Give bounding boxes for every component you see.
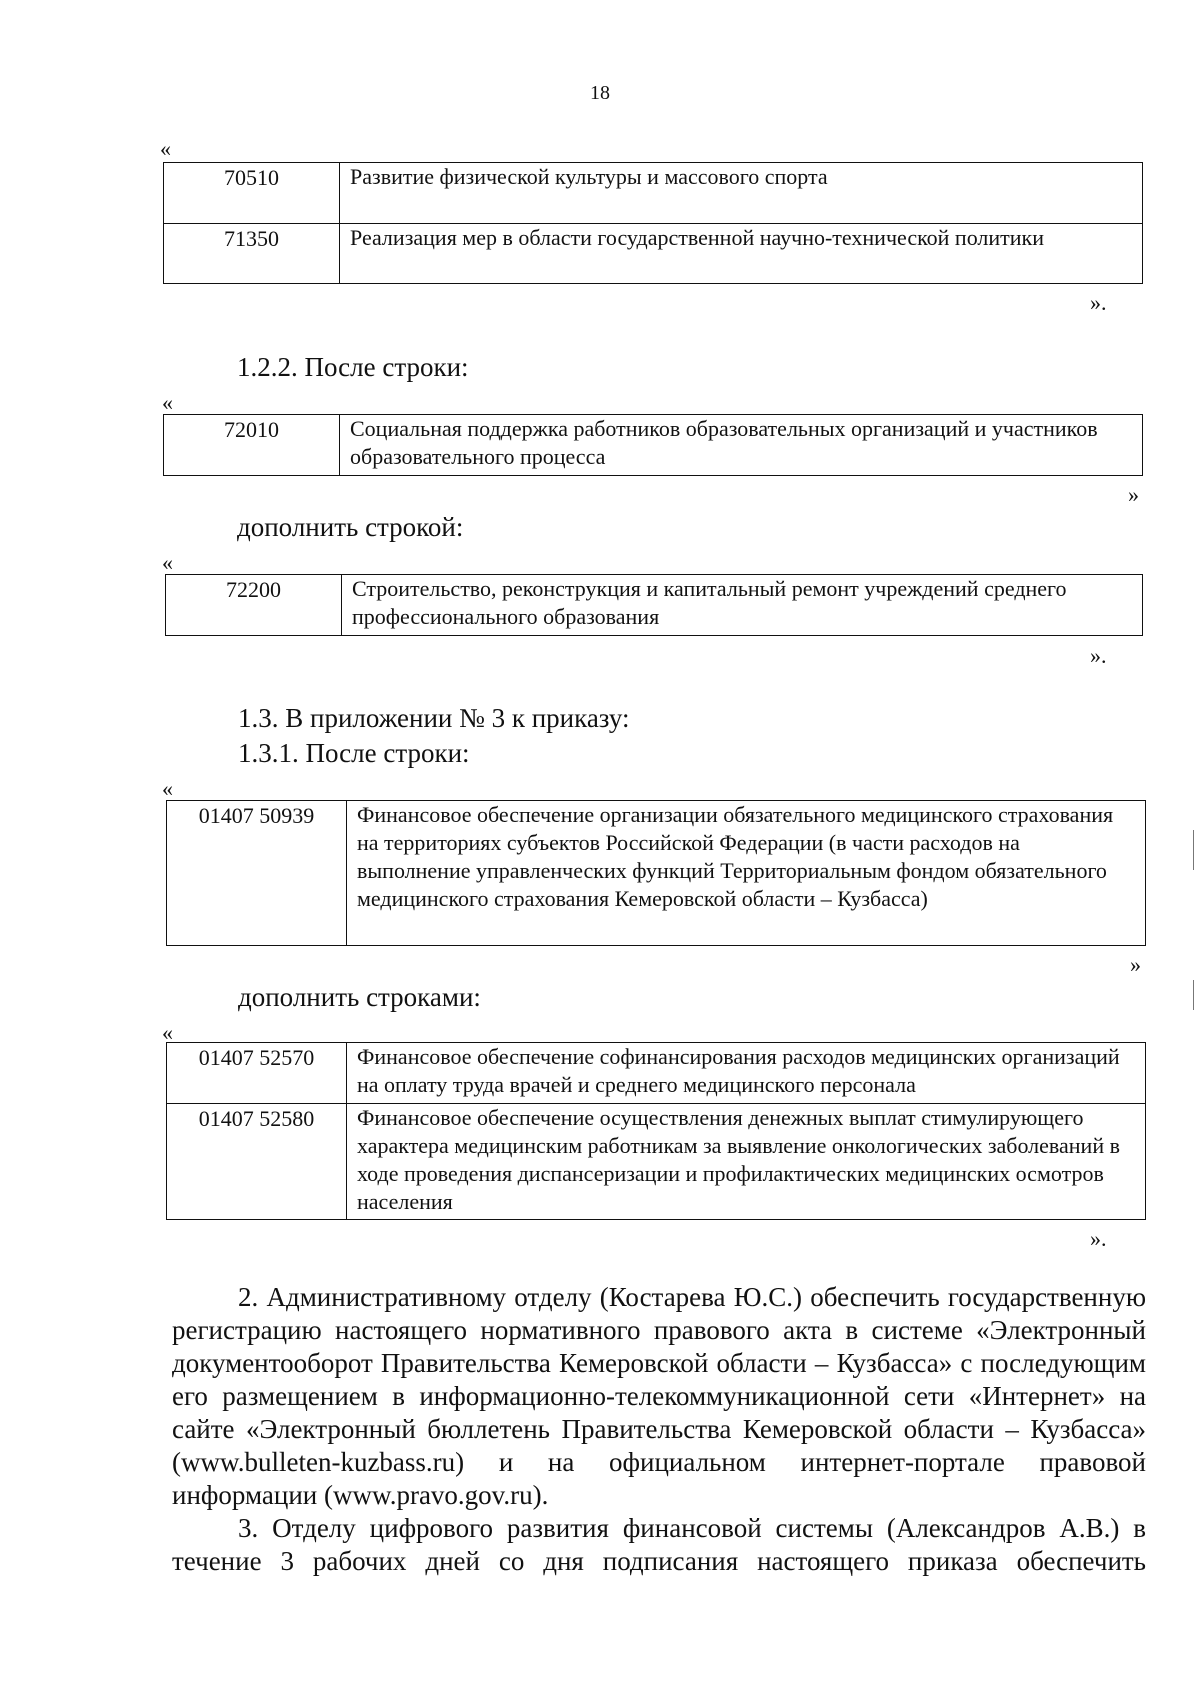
close-quote: » — [1130, 952, 1141, 977]
row-text: Развитие физической культуры и массового спорта — [340, 163, 1143, 224]
codes-table-1 — [163, 162, 1143, 284]
open-quote: « — [160, 136, 171, 161]
add-row-label: дополнить строкой: — [237, 512, 464, 542]
open-quote: « — [162, 550, 173, 575]
row-text: Реализация мер в области государственной научно-технической политики — [340, 224, 1143, 284]
table-row — [166, 575, 1143, 636]
codes-table-3 — [165, 574, 1143, 636]
open-quote: « — [162, 390, 173, 415]
open-quote: « — [162, 1020, 173, 1045]
open-quote: « — [162, 776, 173, 801]
codes-table-4 — [166, 800, 1146, 946]
codes-table-2 — [163, 414, 1143, 476]
close-quote: ». — [1090, 1226, 1107, 1251]
paragraph-2: 2. Административному отделу (Костарева Ю.С.) обеспечить государственную регистрацию настоящего нормативного правового акта в системе «Электронный документооборот Правительства Кемеровской области – Кузбасса» с последующим его размещением в информационно-телекоммуникационной сети «Интернет» на сайте «Электронный бюллетень Правительства Кемеровской области – Кузбасса» (www.bulleten-kuzbass.ru) и на официальном интернет-портале правовой информации (www.pravo.gov.ru). — [172, 1282, 1146, 1510]
add-rows-label: дополнить строками: — [238, 982, 481, 1012]
close-quote: ». — [1090, 643, 1107, 668]
row-text: Строительство, реконструкция и капитальный ремонт учреждений среднего профессионального образования — [342, 575, 1143, 636]
table-row — [164, 163, 1143, 224]
row-code: 72200 — [166, 575, 342, 636]
section-heading: 1.3.1. После строки: — [238, 738, 470, 768]
table-row — [167, 1104, 1146, 1220]
row-text: Финансовое обеспечение осуществления денежных выплат стимулирующего характера медицинским работникам за выявление онкологических заболеваний в ходе проведения диспансеризации и профилактических медицинских осмотров населения — [347, 1104, 1146, 1220]
body-text — [172, 1281, 1146, 1611]
scan-edge-mark — [1193, 830, 1194, 870]
row-code: 71350 — [164, 224, 340, 284]
table-row — [167, 801, 1146, 946]
row-code: 01407 50939 — [167, 801, 347, 946]
close-quote: » — [1128, 482, 1139, 507]
row-code: 01407 52570 — [167, 1043, 347, 1104]
row-code: 01407 52580 — [167, 1104, 347, 1220]
section-heading: 1.2.2. После строки: — [237, 352, 469, 382]
row-text: Финансовое обеспечение организации обязательного медицинского страхования на территориях субъектов Российской Федерации (в части расходов на выполнение управленческих функций Территориальным фондом обязательного медицинского страхования Кемеровской области – Кузбасса) — [347, 801, 1146, 946]
row-text: Финансовое обеспечение софинансирования расходов медицинских организаций на оплату труда врачей и среднего медицинского персонала — [347, 1043, 1146, 1104]
close-quote: ». — [1090, 290, 1107, 315]
table-row — [167, 1043, 1146, 1104]
page-number: 18 — [590, 82, 610, 104]
row-text: Социальная поддержка работников образовательных организаций и участников образовательного процесса — [340, 415, 1143, 476]
table-row — [164, 415, 1143, 476]
row-code: 70510 — [164, 163, 340, 224]
codes-table-5 — [166, 1042, 1146, 1220]
section-heading: 1.3. В приложении № 3 к приказу: — [238, 703, 630, 733]
table-row — [164, 224, 1143, 284]
scan-edge-mark — [1193, 980, 1194, 1010]
paragraph-3: 3. Отделу цифрового развития финансовой системы (Александров А.В.) в течение 3 рабочих дней со дня подписания настоящего приказа обеспечить — [172, 1513, 1146, 1576]
row-code: 72010 — [164, 415, 340, 476]
